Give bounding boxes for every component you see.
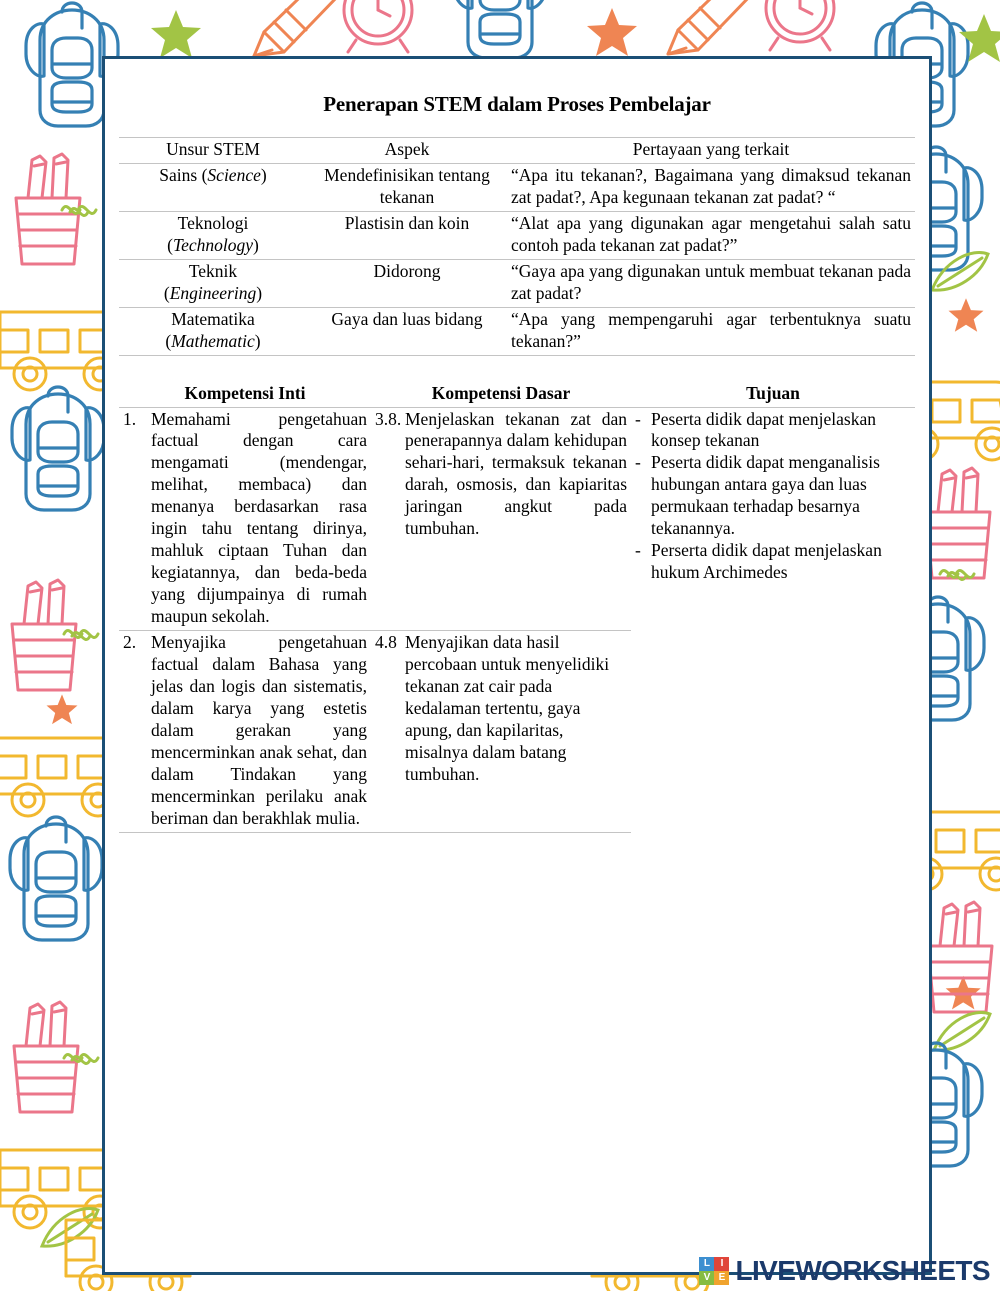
page-title: Penerapan STEM dalam Proses Pembelajar [323, 92, 711, 116]
kompetensi-inti-text: Menyajika pengetahuan factual dalam Bahasa yang jelas dan logis dan sistematis, dalam karya yang estetis dalam gerakan yang mencerminkan anak sehat, dan dalam Tindakan yang mencerminkan perilaku anak beriman dan berakhlak mulia. [151, 632, 367, 828]
stem-header-aspek: Aspek [307, 138, 507, 164]
kompetensi-header-dasar: Kompetensi Dasar [371, 382, 631, 407]
logo-tile-i: I [714, 1257, 729, 1271]
stem-unsur-english: Technology [172, 234, 254, 255]
kompetensi-table-header-row [119, 382, 915, 407]
kompetensi-dasar-text: Menjelaskan tekanan zat dan penerapannya dalam kehidupan sehari-hari, termaksuk tekanan darah, osmosis, dan kapiaritas jaringan angkut pada tumbuhan. [405, 408, 627, 539]
stem-header-pertanyaan: Pertayaan yang terkait [507, 138, 915, 164]
stem-aspek-cell: Gaya dan luas bidang [307, 307, 507, 355]
stem-unsur-cell [119, 163, 307, 211]
kompetensi-header-inti: Kompetensi Inti [119, 382, 371, 407]
stem-unsur-label: Teknik [188, 260, 238, 281]
tujuan-dash: - [635, 452, 641, 473]
tujuan-text: Peserta didik dapat menganalisis hubungan antara gaya dan luas permukaan terhadap besarnya tekanannya. [651, 452, 880, 539]
stem-pertanyaan-cell: “Apa itu tekanan?, Bagaimana yang dimaksud tekanan zat padat?, Apa kegunaan tekanan zat padat? “ [511, 164, 911, 207]
stem-unsur-english: Science [207, 164, 261, 185]
stem-unsur-cell: Matematika (Mathematic) [119, 307, 307, 355]
kompetensi-dasar-text: Menyajikan data hasil percobaan untuk menyelidiki tekanan zat cair pada kedalaman tertentu, gaya apung, dan kapilaritas, misalnya dalam batang tumbuhan. [405, 632, 610, 784]
stem-unsur-english: Mathematic [171, 330, 255, 351]
kompetensi-dasar-cell-2 [371, 631, 631, 833]
table-row [119, 307, 915, 355]
table-row [119, 259, 915, 307]
stem-aspek-cell: Didorong [307, 259, 507, 307]
tujuan-text: Perserta didik dapat menjelaskan hukum Archimedes [651, 540, 882, 583]
worksheet-page [102, 56, 932, 1275]
kompetensi-dasar-number: 4.8 [375, 632, 397, 653]
kompetensi-inti-cell-2 [119, 631, 371, 833]
kompetensi-inti-text: Memahami pengetahuan factual dengan cara mengamati (mendengar, melihat, membaca) dan menanya berdasarkan rasa ingin tahu tentang dirinya, mahluk ciptaan Tuhan dan kegiatannya, dan beda-beda yang dijumpainya di rumah maupun sekolah. [151, 408, 367, 627]
stem-unsur-cell: Teknologi (Technology) [119, 211, 307, 259]
kompetensi-table [119, 382, 915, 833]
kompetensi-dasar-number: 3.8. [375, 408, 402, 429]
stem-unsur-cell: Teknik (Engineering) [119, 259, 307, 307]
kompetensi-inti-cell-1 [119, 407, 371, 631]
logo-tile-l: L [699, 1257, 714, 1271]
stem-header-unsur: Unsur STEM [119, 138, 307, 164]
tujuan-cell [631, 407, 915, 832]
list-item [635, 409, 911, 453]
table-row [119, 407, 915, 631]
stem-unsur-label: Sains ( [159, 164, 208, 185]
liveworksheets-logo[interactable] [699, 1257, 990, 1285]
tujuan-list [635, 409, 911, 585]
stem-unsur-label: Matematika [171, 308, 255, 329]
stem-unsur-tail: ) [260, 164, 267, 185]
tujuan-text: Peserta didik dapat menjelaskan konsep tekanan [651, 408, 876, 451]
stem-pertanyaan-cell: “Gaya apa yang digunakan untuk membuat tekanan pada zat padat? [507, 259, 915, 307]
table-row [119, 211, 915, 259]
table-spacer [119, 356, 915, 382]
tujuan-dash: - [635, 540, 641, 561]
stem-pertanyaan-cell: “Alat apa yang digunakan agar mengetahui salah satu contoh pada tekanan zat padat?” [507, 211, 915, 259]
stem-aspek-cell: Plastisin dan koin [307, 211, 507, 259]
logo-tile-v: V [699, 1271, 714, 1285]
stem-aspek-cell: Mendefinisikan tentang tekanan [324, 164, 490, 207]
list-item [635, 540, 911, 584]
list-item [635, 452, 911, 540]
liveworksheets-wordmark: LIVEWORKSHEETS [735, 1255, 990, 1286]
stem-unsur-english: Engineering [169, 282, 257, 303]
stem-pertanyaan-cell: “Apa yang mempengaruhi agar terbentuknya suatu tekanan?” [507, 307, 915, 355]
table-row [119, 163, 915, 211]
stem-elements-table [119, 137, 915, 356]
kompetensi-inti-number: 2. [123, 632, 137, 653]
liveworksheets-logo-tiles [699, 1257, 729, 1285]
stem-table-header-row [119, 138, 915, 164]
tujuan-dash: - [635, 408, 641, 429]
logo-tile-e: E [714, 1271, 729, 1285]
kompetensi-header-tujuan: Tujuan [631, 382, 915, 407]
kompetensi-dasar-cell-1 [371, 407, 631, 631]
kompetensi-inti-number: 1. [123, 408, 137, 429]
stem-unsur-label: Teknologi [177, 212, 249, 233]
